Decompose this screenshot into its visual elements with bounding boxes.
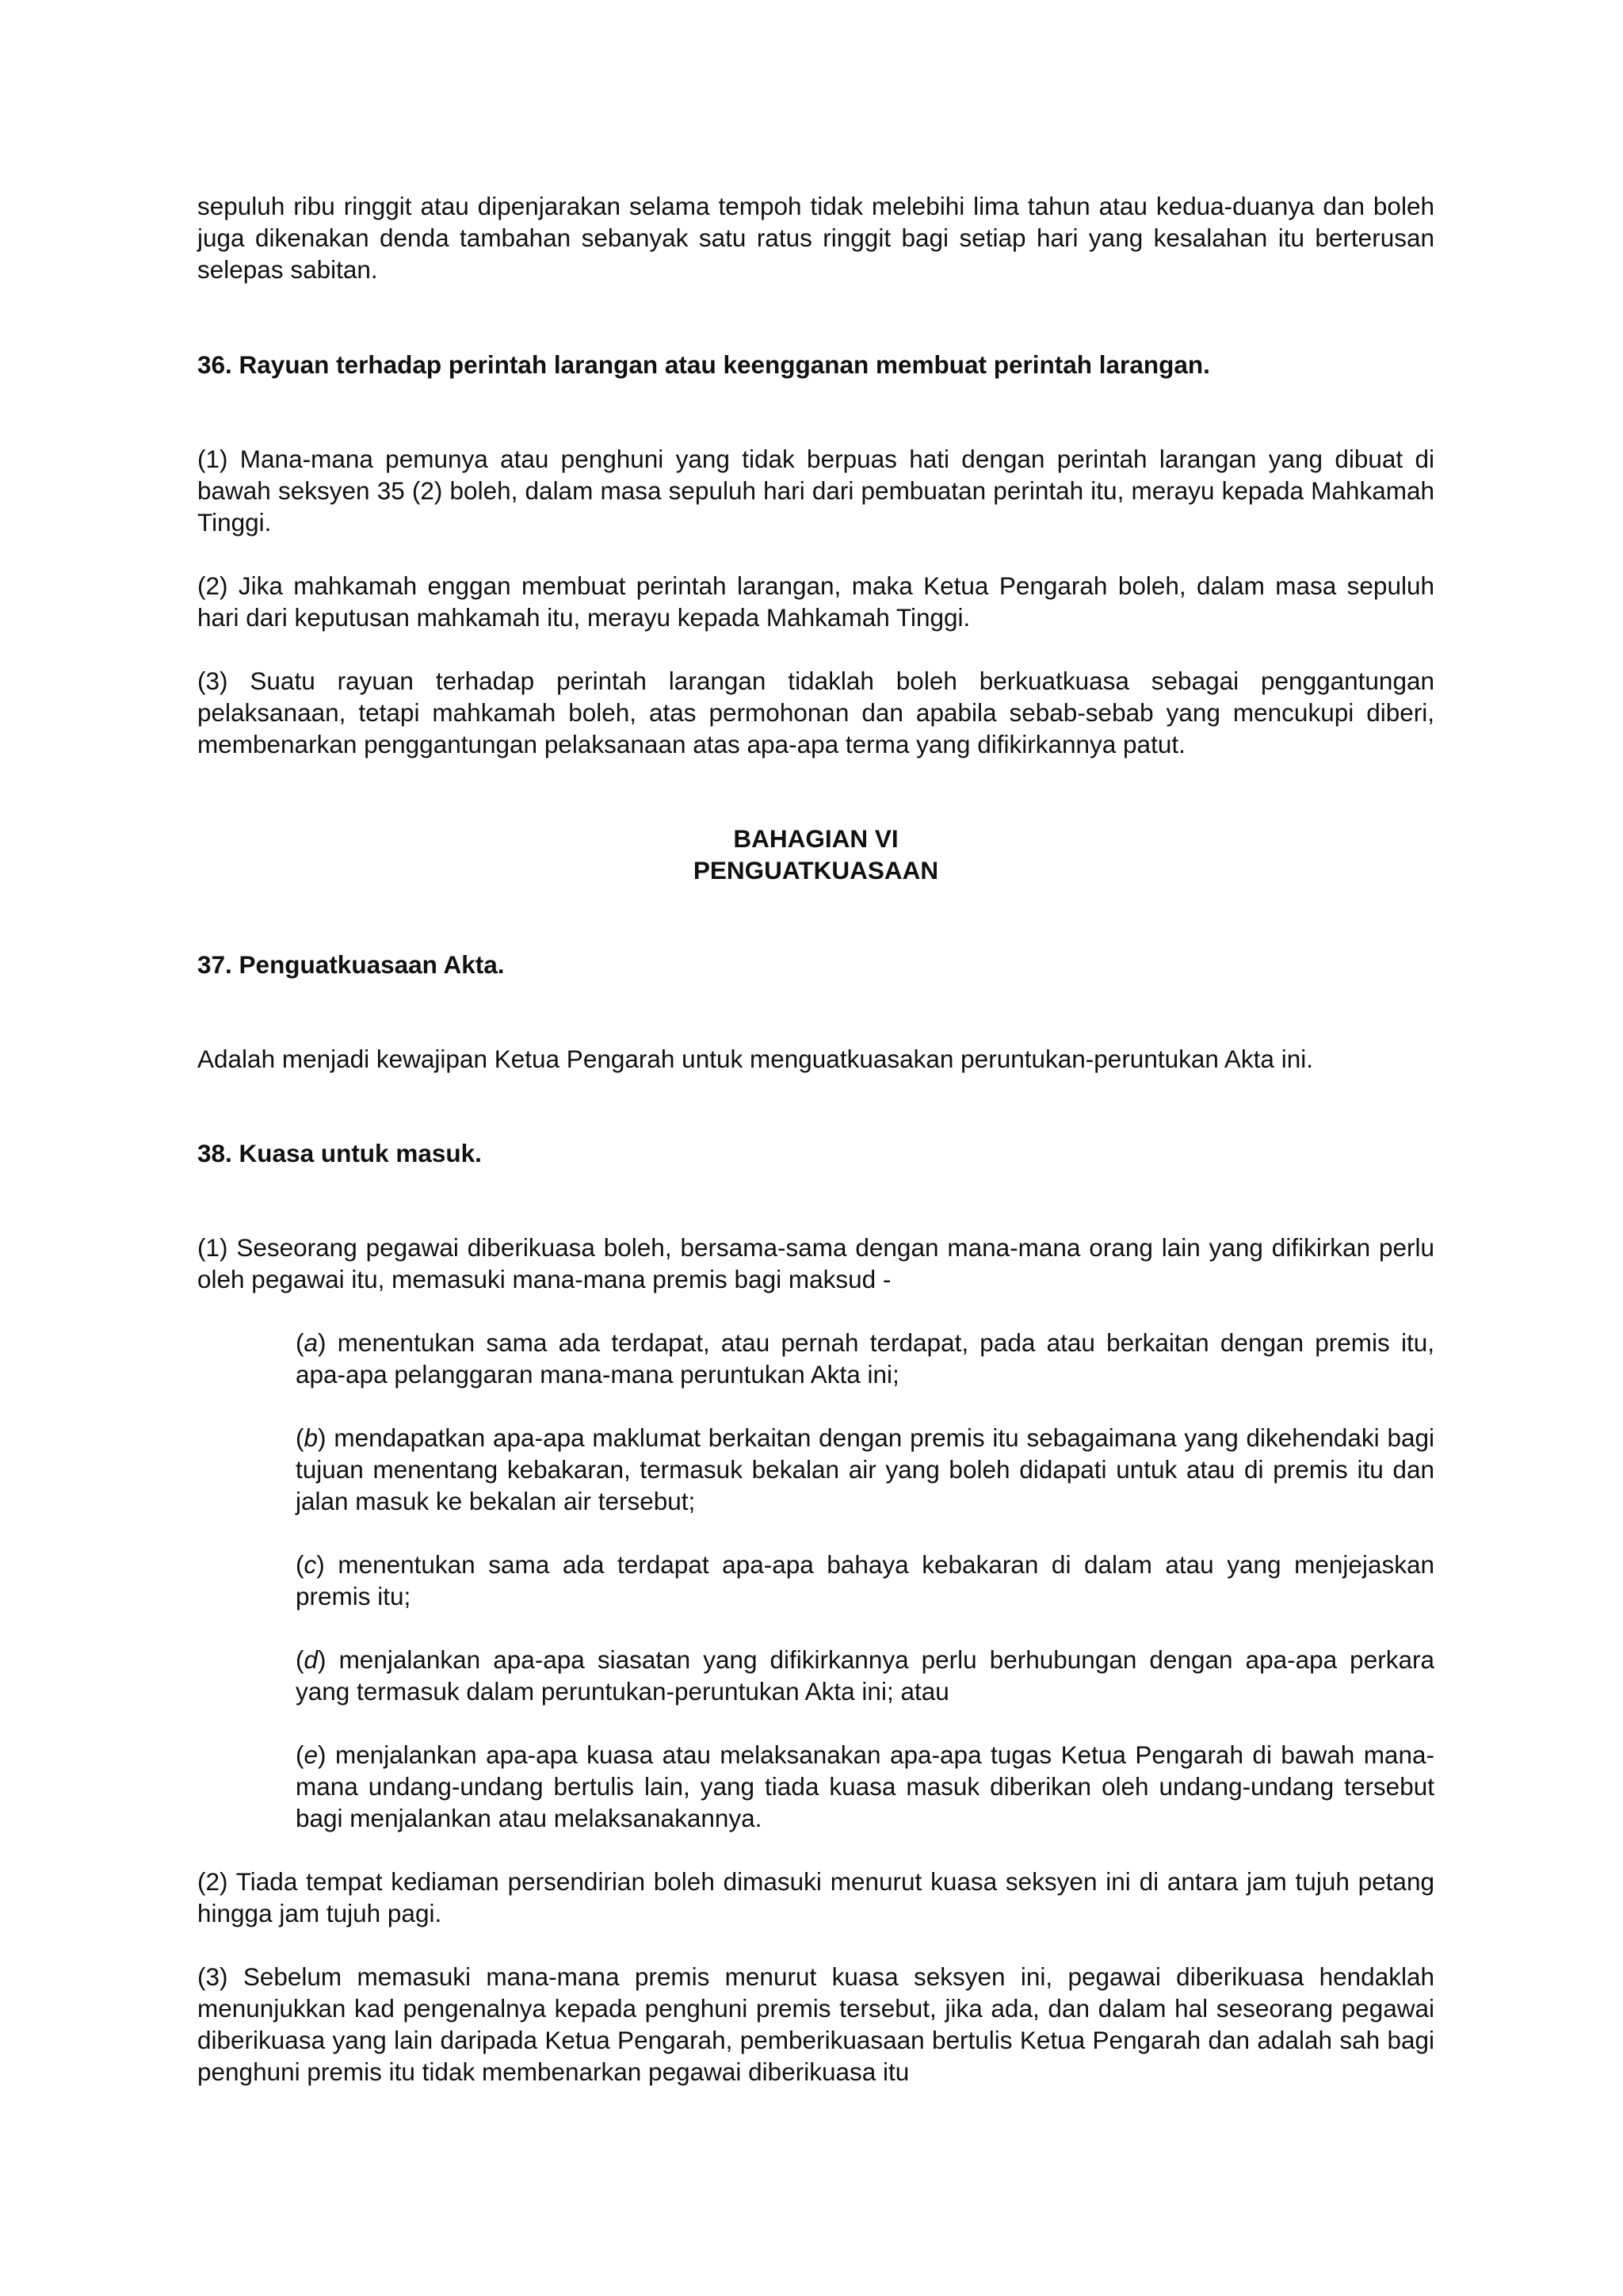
list-text-a: menentukan sama ada terdapat, atau pernah terdapat, pada atau berkaitan dengan premis itu, apa-apa pelanggaran mana-mana peruntukan Akta ini;: [296, 1328, 1434, 1389]
list-label-d: d: [304, 1645, 319, 1674]
list-text-b: mendapatkan apa-apa maklumat berkaitan dengan premis itu sebagaimana yang dikehendaki bagi tujuan menentang kebakaran, termasuk bekalan air yang boleh didapati untuk atau di premis itu dan jalan masuk ke bekalan air tersebut;: [296, 1423, 1434, 1515]
section-38-subsection-1: (1) Seseorang pegawai diberikuasa boleh, bersama-sama dengan mana-mana orang lain yang difikirkan perlu oleh pegawai itu, memasuki mana-mana premis bagi maksud -: [197, 1233, 1434, 1293]
document-page: [197, 190, 1434, 2088]
section-38-heading: 38. Kuasa untuk masuk.: [197, 1139, 482, 1167]
list-label-b: b: [304, 1423, 319, 1452]
section-36-subsection-3: (3) Suatu rayuan terhadap perintah larangan tidaklah boleh berkuatkuasa sebagai penggantungan pelaksanaan, tetapi mahkamah boleh, atas permohonan dan apabila sebab-sebab yang mencukupi diberi, membenarkan penggantungan pelaksanaan atas apa-apa terma yang difikirkannya patut.: [197, 667, 1434, 758]
list-label-c: c: [304, 1550, 317, 1579]
list-text-c: menentukan sama ada terdapat apa-apa bahaya kebakaran di dalam atau yang menjejaskan premis itu;: [296, 1550, 1435, 1610]
list-item-a: (a) menentukan sama ada terdapat, atau pernah terdapat, pada atau berkaitan dengan premis itu, apa-apa pelanggaran mana-mana peruntukan Akta ini;: [296, 1328, 1434, 1389]
list-item-d: (d) menjalankan apa-apa siasatan yang difikirkannya perlu berhubungan dengan apa-apa perkara yang termasuk dalam peruntukan-peruntukan Akta ini; atau: [296, 1645, 1434, 1706]
part-number: BAHAGIAN VI: [733, 824, 899, 853]
section-38-subsection-3: (3) Sebelum memasuki mana-mana premis menurut kuasa seksyen ini, pegawai diberikuasa hendaklah menunjukkan kad pengenalnya kepada penghuni premis tersebut, jika ada, dan dalam hal seseorang pegawai diberikuasa yang lain daripada Ketua Pengarah, pemberikuasaan bertulis Ketua Pengarah dan adalah sah bagi penghuni premis itu tidak membenarkan pegawai diberikuasa itu: [197, 1962, 1434, 2086]
section-37-heading: 37. Penguatkuasaan Akta.: [197, 950, 505, 979]
list-text-d: menjalankan apa-apa siasatan yang difikirkannya perlu berhubungan dengan apa-apa perkara yang termasuk dalam peruntukan-peruntukan Akta ini; atau: [296, 1645, 1434, 1706]
list-label-a: a: [304, 1328, 319, 1357]
list-item-e: (e) menjalankan apa-apa kuasa atau melaksanakan apa-apa tugas Ketua Pengarah di bawah mana-mana undang-undang bertulis lain, yang tiada kuasa masuk diberikan oleh undang-undang tersebut bagi menjalankan atau melaksanakannya.: [296, 1740, 1434, 1832]
list-text-e: menjalankan apa-apa kuasa atau melaksanakan apa-apa tugas Ketua Pengarah di bawah mana-mana undang-undang bertulis lain, yang tiada kuasa masuk diberikan oleh undang-undang tersebut bagi menjalankan atau melaksanakannya.: [296, 1740, 1434, 1832]
section-38-subsection-2: (2) Tiada tempat kediaman persendirian boleh dimasuki menurut kuasa seksyen ini di antara jam tujuh petang hingga jam tujuh pagi.: [197, 1867, 1434, 1927]
list-item-b: (b) mendapatkan apa-apa maklumat berkaitan dengan premis itu sebagaimana yang dikehendaki bagi tujuan menentang kebakaran, termasuk bekalan air yang boleh didapati untuk atau di premis itu dan jalan masuk ke bekalan air tersebut;: [296, 1423, 1434, 1515]
section-37-body: Adalah menjadi kewajipan Ketua Pengarah untuk menguatkuasakan peruntukan-peruntukan Akta ini.: [197, 1045, 1313, 1073]
section-36-subsection-1: (1) Mana-mana pemunya atau penghuni yang tidak berpuas hati dengan perintah larangan yang dibuat di bawah seksyen 35 (2) boleh, dalam masa sepuluh hari dari pembuatan perintah itu, merayu kepada Mahkamah Tinggi.: [197, 445, 1434, 537]
intro-paragraph: sepuluh ribu ringgit atau dipenjarakan selama tempoh tidak melebihi lima tahun atau kedua-duanya dan boleh juga dikenakan denda tambahan sebanyak satu ratus ringgit bagi setiap hari yang kesalahan itu berterusan selepas sabitan.: [197, 192, 1434, 284]
list-item-c: (c) menentukan sama ada terdapat apa-apa bahaya kebakaran di dalam atau yang menjejaskan premis itu;: [296, 1550, 1435, 1610]
part-title: PENGUATKUASAAN: [693, 856, 939, 884]
section-36-heading: 36. Rayuan terhadap perintah larangan atau keengganan membuat perintah larangan.: [197, 350, 1210, 379]
list-label-e: e: [304, 1740, 319, 1769]
section-36-subsection-2: (2) Jika mahkamah enggan membuat perintah larangan, maka Ketua Pengarah boleh, dalam masa sepuluh hari dari keputusan mahkamah itu, merayu kepada Mahkamah Tinggi.: [197, 571, 1434, 632]
